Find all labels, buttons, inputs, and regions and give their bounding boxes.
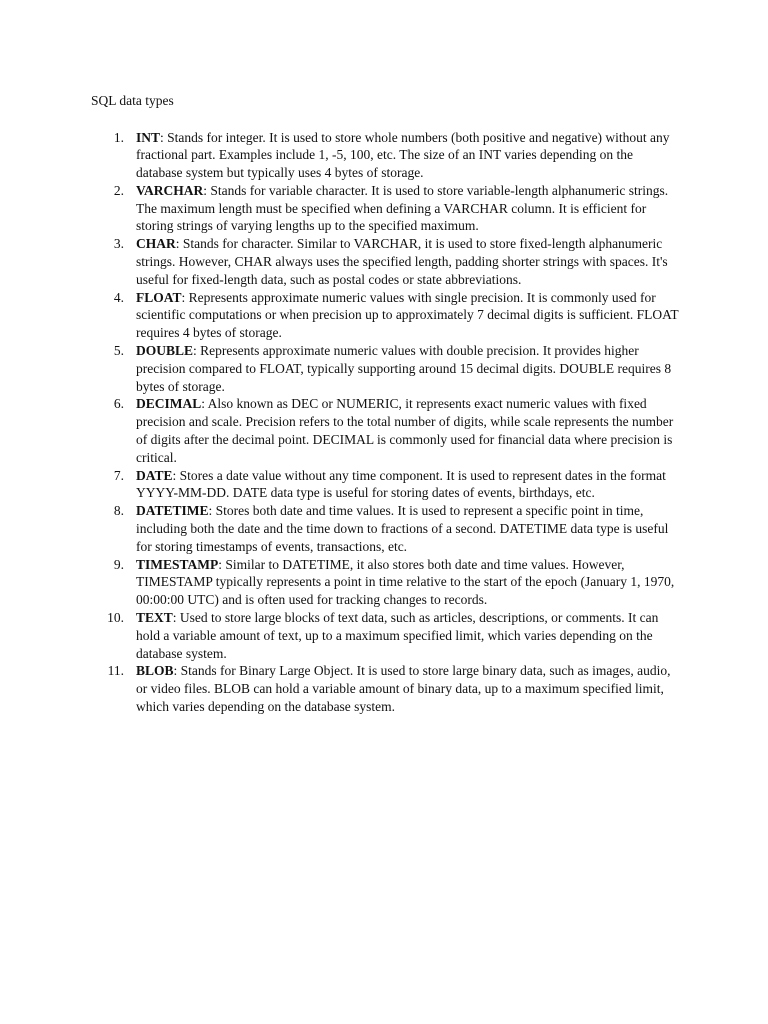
list-item-description: : Stands for character. Similar to VARCHAR, it is used to store fixed-length alphanumeric strings. However, CHAR always uses the specified length, padding shorter strings with spaces. It's useful for fixed-length data, such as postal codes or state abbreviations.: [136, 236, 668, 287]
list-item-description: : Stands for Binary Large Object. It is used to store large binary data, such as images, audio, or video files. BLOB can hold a variable amount of binary data, up to a maximum specified limit, which varies depending on the database system.: [136, 663, 671, 714]
list-item-number: 1.: [113, 129, 124, 145]
list-item-term: FLOAT: [136, 289, 182, 305]
list-item-int: [91, 129, 681, 182]
list-item-term: DOUBLE: [136, 343, 194, 359]
list-item-text: [91, 609, 681, 662]
list-item-term: DATE: [136, 467, 173, 483]
list-item-description: : Stands for integer. It is used to store whole numbers (both positive and negative) without any fractional part. Examples include 1, -5, 100, etc. The size of an INT varies depending on the database system but typically uses 4 bytes of storage.: [136, 129, 670, 181]
list-item-number: 7.: [113, 467, 124, 483]
list-item-char: [91, 235, 681, 288]
list-item-description: : Represents approximate numeric values with double precision. It provides higher precision compared to FLOAT, typically supporting around 15 decimal digits. DOUBLE requires 8 bytes of storage.: [136, 343, 672, 394]
list-item-timestamp: [91, 556, 681, 609]
list-item-number: 11.: [107, 663, 124, 679]
list-item-description: : Represents approximate numeric values with single precision. It is commonly used for scientific computations or when precision up to approximately 7 decimal digits is sufficient. FLOAT requires 4 bytes of storage.: [136, 289, 679, 341]
list-item-blob: [91, 662, 681, 715]
list-item-decimal: [91, 395, 681, 466]
list-item-number: 6.: [113, 396, 124, 412]
list-item-term: INT: [136, 129, 161, 145]
list-item-term: TIMESTAMP: [136, 556, 219, 572]
list-item-number: 5.: [113, 343, 124, 359]
list-item-term: BLOB: [136, 663, 174, 679]
list-item-number: 10.: [107, 610, 124, 626]
list-item-description: : Similar to DATETIME, it also stores both date and time values. However, TIMESTAMP typically represents a point in time relative to the start of the epoch (January 1, 1970, 00:00:00 UTC) and is often used for tracking changes to records.: [136, 556, 675, 608]
list-item-term: VARCHAR: [136, 182, 204, 198]
list-item-number: 3.: [113, 236, 124, 252]
data-type-list: [91, 129, 681, 716]
list-item-float: [91, 289, 681, 342]
list-item-term: CHAR: [136, 236, 176, 252]
list-item-number: 9.: [113, 556, 124, 572]
list-item-number: 4.: [113, 289, 124, 305]
document-title: SQL data types: [91, 93, 174, 108]
list-item-number: 2.: [113, 182, 124, 198]
list-item-description: : Used to store large blocks of text data, such as articles, descriptions, or comments. It can hold a variable amount of text, up to a maximum specified limit, which varies depending on the database system.: [136, 610, 659, 661]
list-item-description: : Stores a date value without any time component. It is used to represent dates in the format YYYY-MM-DD. DATE data type is useful for storing dates of events, birthdays, etc.: [136, 467, 666, 501]
list-item-varchar: [91, 182, 681, 235]
list-item-description: : Stores both date and time values. It is used to represent a specific point in time, including both the date and the time down to fractions of a second. DATETIME data type is useful for storing timestamps of events, transactions, etc.: [136, 503, 669, 554]
list-item-double: [91, 342, 681, 395]
list-item-date: [91, 467, 681, 503]
list-item-term: TEXT: [136, 610, 173, 626]
list-item-term: DATETIME: [136, 503, 209, 519]
list-item-number: 8.: [113, 503, 124, 519]
list-item-description: : Stands for variable character. It is used to store variable-length alphanumeric strings. The maximum length must be specified when defining a VARCHAR column. It is efficient for storing strings of varying lengths up to the specified maximum.: [136, 182, 669, 234]
list-item-datetime: [91, 502, 681, 555]
list-item-term: DECIMAL: [136, 396, 202, 412]
list-item-description: : Also known as DEC or NUMERIC, it represents exact numeric values with fixed precision and scale. Precision refers to the total number of digits, while scale represents the number of digits after the decimal point. DECIMAL is commonly used for financial data where precision is critical.: [136, 396, 674, 465]
